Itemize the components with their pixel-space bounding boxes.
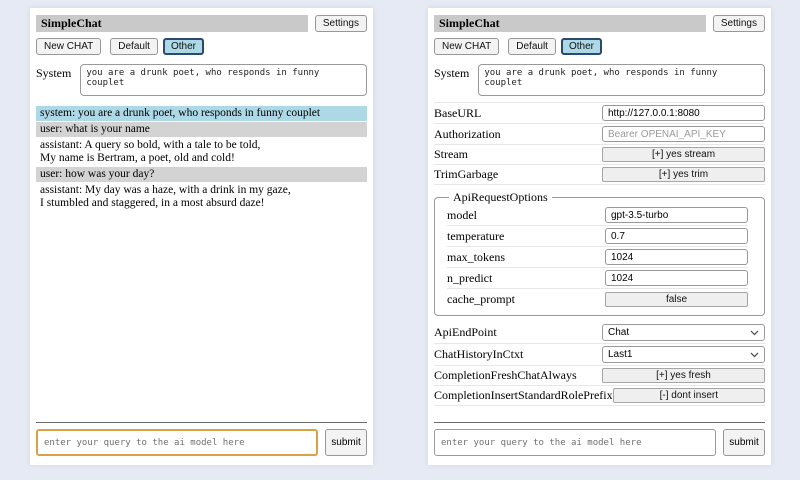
- chat-message-assistant: [36, 183, 367, 211]
- n-predict-input[interactable]: [605, 270, 748, 286]
- session-button-default[interactable]: Default: [508, 38, 556, 55]
- chevron-down-icon: [750, 352, 759, 358]
- setting-row-completionfreshchatalways: [434, 366, 765, 386]
- completion-fresh-toggle-button[interactable]: [+] yes fresh: [602, 368, 765, 383]
- setting-label: CompletionInsertStandardRolePrefix: [434, 388, 613, 402]
- message-line: user: how was your day?: [40, 168, 155, 180]
- max-tokens-input[interactable]: [605, 249, 748, 265]
- query-bar: [36, 422, 367, 456]
- message-line: I stumbled and staggered, in a most absurd daze!: [40, 197, 265, 209]
- chat-message-user: [36, 167, 367, 182]
- setting-row-model: [447, 205, 748, 226]
- setting-label: max_tokens: [447, 249, 505, 264]
- settings-button[interactable]: Settings: [315, 15, 367, 32]
- setting-label: Authorization: [434, 126, 501, 141]
- settings-list: [434, 102, 765, 406]
- divider: [434, 422, 765, 423]
- setting-label: model: [447, 207, 477, 222]
- model-input[interactable]: [605, 207, 748, 223]
- chevron-down-icon: [750, 330, 759, 336]
- session-button-default[interactable]: Default: [110, 38, 158, 55]
- message-line: user: what is your name: [40, 123, 150, 135]
- system-row: [36, 64, 367, 96]
- chat-panel: [30, 8, 373, 465]
- setting-label: Stream: [434, 147, 468, 161]
- setting-row-stream: [434, 145, 765, 165]
- setting-row-baseurl: [434, 103, 765, 124]
- query-input[interactable]: [36, 429, 318, 456]
- query-input[interactable]: [434, 429, 716, 456]
- session-row: [36, 38, 367, 55]
- setting-label: BaseURL: [434, 105, 482, 120]
- setting-label: CompletionFreshChatAlways: [434, 368, 577, 382]
- setting-row-authorization: [434, 124, 765, 145]
- setting-label: ChatHistoryInCtxt: [434, 347, 524, 361]
- session-button-other[interactable]: Other: [163, 38, 204, 55]
- divider: [36, 422, 367, 423]
- api-request-options-fieldset: [434, 190, 765, 316]
- title-row: [434, 15, 765, 32]
- setting-label: ApiEndPoint: [434, 325, 497, 339]
- baseurl-input[interactable]: [602, 105, 765, 121]
- settings-panel: [428, 8, 771, 465]
- system-row: [434, 64, 765, 96]
- setting-row-trimgarbage: [434, 165, 765, 185]
- system-label: System: [434, 66, 470, 80]
- submit-button[interactable]: submit: [325, 429, 367, 456]
- system-label: System: [36, 66, 72, 80]
- setting-label: temperature: [447, 228, 505, 243]
- system-prompt-input[interactable]: [478, 64, 765, 96]
- selected-option: Last1: [608, 349, 633, 360]
- setting-label: TrimGarbage: [434, 167, 499, 181]
- stream-toggle-button[interactable]: [+] yes stream: [602, 147, 765, 162]
- setting-label: n_predict: [447, 270, 493, 285]
- submit-button[interactable]: submit: [723, 429, 765, 456]
- chat-message-assistant: [36, 138, 367, 166]
- message-line: assistant: A query so bold, with a tale to be told,: [40, 139, 261, 151]
- chat-message-user: [36, 122, 367, 137]
- query-bar: [434, 422, 765, 456]
- session-row: [434, 38, 765, 55]
- authorization-input[interactable]: [602, 126, 765, 142]
- trimgarbage-toggle-button[interactable]: [+] yes trim: [602, 167, 765, 182]
- setting-row-max-tokens: [447, 247, 748, 268]
- setting-row-chathistoryinctxt: [434, 344, 765, 366]
- setting-row-n-predict: [447, 268, 748, 289]
- setting-row-temperature: [447, 226, 748, 247]
- setting-label: cache_prompt: [447, 291, 515, 306]
- session-button-other[interactable]: Other: [561, 38, 602, 55]
- message-line: My name is Bertram, a poet, old and cold!: [40, 152, 235, 164]
- settings-button[interactable]: Settings: [713, 15, 765, 32]
- new-chat-button[interactable]: New CHAT: [36, 38, 101, 55]
- chat-message-list: [36, 106, 367, 211]
- completion-insert-prefix-toggle-button[interactable]: [-] dont insert: [613, 388, 765, 403]
- chat-message-system: [36, 106, 367, 121]
- setting-row-completioninsertstandardroleprefix: [434, 386, 765, 406]
- message-line: system: you are a drunk poet, who responds in funny couplet: [40, 107, 321, 119]
- temperature-input[interactable]: [605, 228, 748, 244]
- message-line: assistant: My day was a haze, with a drink in my gaze,: [40, 184, 291, 196]
- selected-option: Chat: [608, 327, 630, 338]
- app-title: SimpleChat: [36, 15, 308, 32]
- cache-prompt-toggle-button[interactable]: false: [605, 292, 748, 307]
- system-prompt-input[interactable]: [80, 64, 367, 96]
- api-request-options-legend: ApiRequestOptions: [453, 190, 548, 204]
- new-chat-button[interactable]: New CHAT: [434, 38, 499, 55]
- title-row: [36, 15, 367, 32]
- setting-row-cache-prompt: [447, 289, 748, 309]
- api-endpoint-select[interactable]: [602, 324, 765, 341]
- app-title: SimpleChat: [434, 15, 706, 32]
- chat-history-in-ctxt-select[interactable]: [602, 346, 765, 363]
- setting-row-apiendpoint: [434, 322, 765, 344]
